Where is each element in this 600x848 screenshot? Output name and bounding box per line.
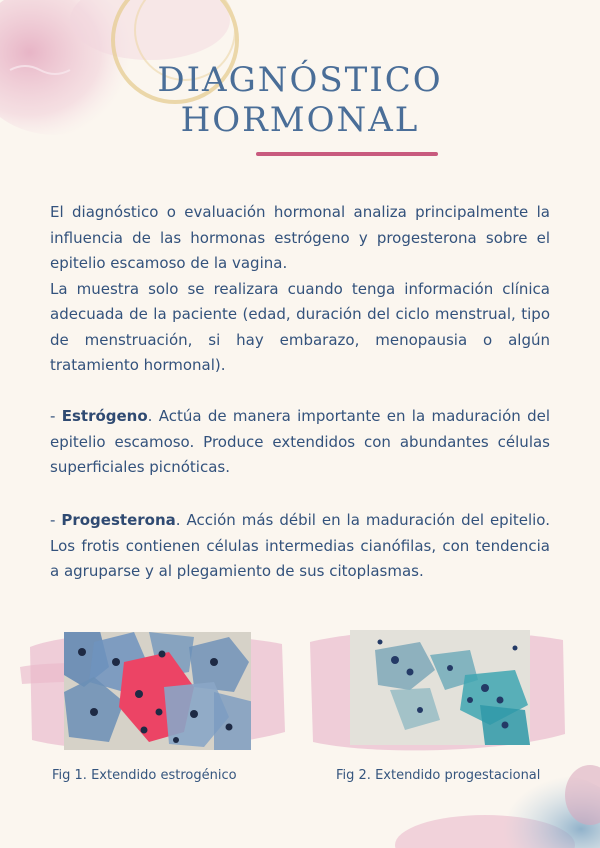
figure-2-photo xyxy=(350,630,530,745)
intro-section xyxy=(50,200,550,379)
estrogen-text: . Actúa de manera importante en la maduración del epitelio escamoso. Produce extendidos con abundantes células superficiales picnóticas. xyxy=(50,407,550,476)
progesterone-text: . Acción más débil en la maduración del epitelio. Los frotis contienen células intermedias cianófilas, con tendencia a agruparse y al plegamiento de sus citoplasmas. xyxy=(50,511,550,580)
estrogen-paragraph xyxy=(50,404,550,481)
figure-2-caption: Fig 2. Extendido progestacional xyxy=(336,768,541,783)
figure-1-caption: Fig 1. Extendido estrogénico xyxy=(52,768,237,783)
progesterone-term: Progesterona xyxy=(61,511,176,529)
estrogen-prefix: - xyxy=(50,407,62,425)
estrogen-section xyxy=(50,404,550,481)
title-line-1: DIAGNÓSTICO xyxy=(157,60,443,100)
intro-paragraph-1: El diagnóstico o evaluación hormonal analiza principalmente la influencia de las hormonas estrógeno y progesterona sobre el epitelio escamoso de la vagina. xyxy=(50,203,550,272)
figure-1-photo xyxy=(64,632,251,750)
progesterone-section xyxy=(50,508,550,585)
progesterone-prefix: - xyxy=(50,511,62,529)
intro-paragraph-2: La muestra solo se realizara cuando tenga información clínica adecuada de la paciente (edad, duración del ciclo menstrual, tipo de menstruación, si hay embarazo, menopausia o algún tratamiento hormonal). xyxy=(50,279,550,374)
title-line-2: HORMONAL xyxy=(180,100,420,140)
progesterone-paragraph xyxy=(50,508,550,585)
page-title xyxy=(0,60,600,140)
title-underline xyxy=(256,152,438,156)
estrogen-term: Estrógeno xyxy=(61,407,148,425)
